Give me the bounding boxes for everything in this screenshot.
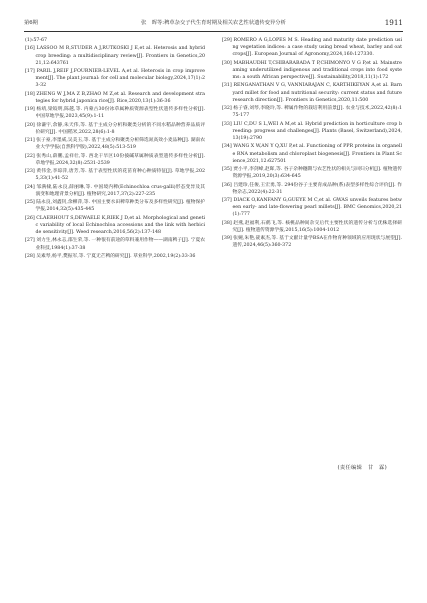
reference-item: [29] ROMERO A G,LOPES M S. Heading and maturity date prediction using vegetation indices: a case study using bread wheat, barley and oat crops[J]. European Journal of Agronomy,2024,160:127330. xyxy=(222,38,402,58)
reference-item: [38] 赵燕,赵福利,石鹤飞,等. 核桃品种间杂交后代主要性状的遗传分析与优株选择研究[J]. 植物遗传资源学报,2015,16(5):1004-1012 xyxy=(222,220,402,233)
running-title: 张 晖等:稗草杂交子代生育时期及相关农艺性状遗传变异分析 xyxy=(141,20,286,26)
reference-item: [19] 杨靖,梁皎明,陈越,等. 内蒙古30份冰草属种质资源表型性状遗传多样性分析[J]. 中国草地学报,2023,45(9):1-11 xyxy=(25,107,205,120)
reference-item: [35] 贾小平,李剑峰,赵晖,等. 谷子杂种穗期与农艺性状的相关与回归分析[J]. 植物遗传资源学报,2019,20(3):634-645 xyxy=(222,167,402,180)
reference-item: [18] ZHENG W J,MA Z B,ZHAO M Z,et al. Research and development strategies for hybrid japonica rice[J]. Rice,2020,13(1):36-36 xyxy=(25,91,205,104)
reference-item: [37] DIACK O,KANFANY G,GUEYE M C,et al. GWAS unveils features between early- and late-flowering pearl millets[J]. BMC Genomics,2020,21(1):777 xyxy=(222,198,402,218)
reference-item: [33] LIU C,DU S L,WEI A M,et al. Hybrid prediction in horticulture crop breeding: progress and challenges[J]. Plants (Basel, Switzerland),2024,13(19):2790 xyxy=(222,121,402,142)
issue-number: 第6期 xyxy=(24,20,38,26)
reference-item: [39] 张婉,朱艳,聂素杰,等. 基于文献计量学BSA在作物育种领域的应用现状与展望[J]. 遗传,2024,46(5):360-372 xyxy=(222,236,402,249)
page-number: 1911 xyxy=(384,18,403,27)
reference-item: [22] 张秀山,薛鹏,孟祥壮,等. 西北干旱区10份披碱草属种质表型遗传多样性分析[J]. 草地学报,2024,32(8):2531-2539 xyxy=(25,153,205,166)
reference-item: [23] 黄伟金,李琼萍,唐芳,等. 基于表型性状的花苗育种心种质特征[J]. 草地学报,2025,33(1):41-52 xyxy=(25,169,205,182)
reference-item: [27] 刘力生,林永志,邵生荣,等. 一种很有前途的草料兼用作物——湖南稗子[J]. 宁夏农业科技,1984(1):37-38 xyxy=(25,238,205,251)
responsible-editor: (责任编辑 甘 霖) xyxy=(337,465,387,471)
reference-item: [26] CLAERHOUT S,DEWAELE K,RIEK J D,et al. Morphological and genetic variability of local Echinochloa accessions and the link with herbicide sensitivity[J]. Weed research,2016,56(2):137-148 xyxy=(25,215,205,236)
reference-column-right xyxy=(222,37,402,251)
reference-item: [34] WANG X W,AN Y Q,XU P,et al. Functioning of PPR proteins in organelle RNA metabolism and chloroplast biogenesis[J]. Frontiers in Plant Science,2021,12:627501 xyxy=(222,144,402,164)
reference-item: [16] LASSOO M R,STUDER A J,RUTKOSKI J E,et al. Heterosis and hybrid crop breeding: a multidisciplinary review[J]. Frontiers in Genetics,2021,12:643761 xyxy=(25,46,205,66)
reference-item: [20] 徐谦宇,余静,朱天伟,等. 基于主成分分析和聚类分析的不同水稻品种营养品质评价研究[J]. 中国稻米,2022,28(6):1-8 xyxy=(25,122,205,135)
header-rule xyxy=(24,31,403,32)
reference-item: [24] 邹满棣,陆永良,薛丽琳,等. 中国境内稗(Echinochloa crus-galli)形态变异及其演变和地理背景分析[J]. 植物研究,2017,37(2):227-235 xyxy=(25,184,205,197)
reference-item: [36] 吕建珍,任俊,王宏勇,等. 294份谷子主要育成品种(系)表型多样性综合评价[J]. 作物杂志,2022(4):22-31 xyxy=(222,182,402,195)
running-header xyxy=(24,17,403,29)
reference-item: [28] 吴素琴,杨平,樊振军,等. 宁夏无芒稗的研究[J]. 草业科学,2002,19(2):33-36 xyxy=(25,253,196,259)
reference-item: [25] 陆永良,刘鑫钊,余柳萍,等. 中国主要水田稗草种类分布及多样性研究[J]. 植物保护学报,2014,32(5):435-445 xyxy=(25,200,205,213)
reference-item: [21] 张子豪,李墨威,吴美玉,等. 基于主成分和聚类分析筛选氮高效小麦品种[J]. 湖南农业大学学报(自然科学版),2022,48(5):513-519 xyxy=(25,138,205,151)
reference-column-left xyxy=(25,37,205,261)
reference-item: (1):57-67 xyxy=(25,38,48,43)
reference-item: [32] 杨子睿,刘琴,李晓玲,等. 稗属作物的栽培利用前景[J]. 农业与技术,2022,42(8):175-177 xyxy=(222,106,402,119)
reference-item: [17] PARIL J,REIF J,FOURNIER-LEVEL A,et al. Heterosis in crop improvement[J]. The plant journal: for cell and molecular biology,2024,17(1):23-32 xyxy=(25,69,205,89)
reference-item: [31] RENGANATHAN V G, VANNIARAJAN C, KARTHIKEYAN A,et al. Barnyard millet for food and nutritional security: current status and future research direction[J]. Frontiers in Genetics,2020,11:500 xyxy=(222,83,402,103)
reference-item: [30] MABHAUDHI T,CHIBARABADA T P,CHIMONYO V G P,et al. Mainstreaming underutilized indigenous and traditional crops into food systems: a south African perspective[J]. Sustainability,2018,11(1):172 xyxy=(222,60,402,81)
